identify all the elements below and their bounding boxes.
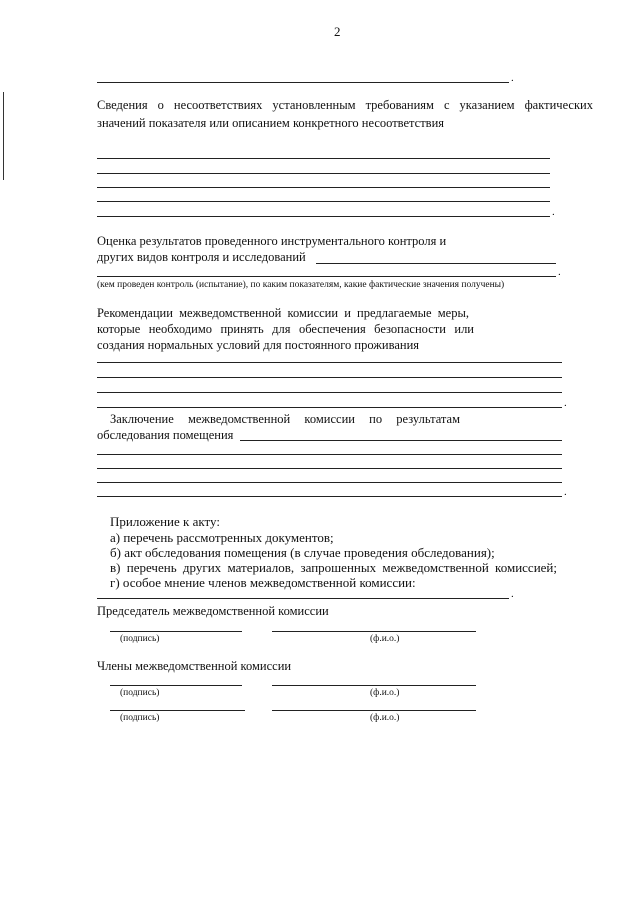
recommendations-blank-2 [97,377,562,378]
instrumental-inline-blank [316,263,556,264]
nonconformities-period: . [552,206,555,218]
member-2-signature-line [110,710,245,711]
attachment-item-b: б) акт обследования помещения (в случае проведения обследования); [110,545,495,560]
conclusion-line-2: обследования помещения [97,428,234,442]
conclusion-blank-2 [97,468,562,469]
recommendations-blank-3 [97,392,562,393]
member-2-name-line [272,710,476,711]
attachment-item-g: г) особое мнение членов межведомственной комиссии: [110,575,416,590]
recommendations-line-1: Рекомендации межведомственной комиссии и предлагаемые меры, [97,306,469,320]
member-2-name-caption: (ф.и.о.) [370,713,400,723]
conclusion-period: . [564,486,567,498]
nonconformities-blank-4 [97,201,550,202]
margin-mark [3,92,4,180]
top-line-period: . [511,72,514,84]
nonconformities-line-1: Сведения о несоответствиях установленным требованиям с указанием фактических [97,98,593,112]
recommendations-blank-1 [97,362,562,363]
chairman-name-caption: (ф.и.о.) [370,634,400,644]
recommendations-line-2: которые необходимо принять для обеспечения безопасности или [97,322,474,336]
recommendations-period: . [564,397,567,409]
chairman-name-line [272,631,476,632]
chairman-label: Председатель межведомственной комиссии [97,604,329,618]
member-1-name-caption: (ф.и.о.) [370,688,400,698]
nonconformities-blank-3 [97,187,550,188]
chairman-signature-caption: (подпись) [120,634,160,644]
recommendations-line-3: создания нормальных условий для постоянного проживания [97,338,420,352]
member-1-signature-line [110,685,242,686]
nonconformities-blank-5 [97,216,550,217]
nonconformities-blank-1 [97,158,550,159]
conclusion-blank-3 [97,482,562,483]
page-number: 2 [334,24,341,39]
attachments-heading: Приложение к акту: [110,514,220,529]
top-blank-line [97,82,509,83]
instrumental-line-1: Оценка результатов проведенного инструментального контроля и [97,234,447,248]
instrumental-blank-1 [97,276,556,277]
recommendations-blank-4 [97,407,562,408]
instrumental-note: (кем проведен контроль (испытание), по каким показателям, какие фактические значения получены) [97,280,505,290]
chairman-signature-line [110,631,242,632]
nonconformities-blank-2 [97,173,550,174]
nonconformities-line-2: значений показателя или описанием конкретного несоответствия [97,116,445,130]
attachments-blank-line [97,598,509,599]
members-label: Члены межведомственной комиссии [97,659,292,673]
conclusion-blank-4 [97,496,562,497]
conclusion-line-1: Заключение межведомственной комиссии по результатам [110,412,460,426]
attachment-item-a: а) перечень рассмотренных документов; [110,530,334,545]
instrumental-period: . [558,266,561,278]
attachment-item-v: в) перечень других материалов, запрошенных межведомственной комиссией; [110,560,557,575]
member-1-signature-caption: (подпись) [120,688,160,698]
instrumental-line-2: других видов контроля и исследований [97,250,306,264]
conclusion-blank-1 [97,454,562,455]
attachments-period: . [511,588,514,600]
conclusion-inline-blank [240,440,562,441]
member-2-signature-caption: (подпись) [120,713,160,723]
member-1-name-line [272,685,476,686]
